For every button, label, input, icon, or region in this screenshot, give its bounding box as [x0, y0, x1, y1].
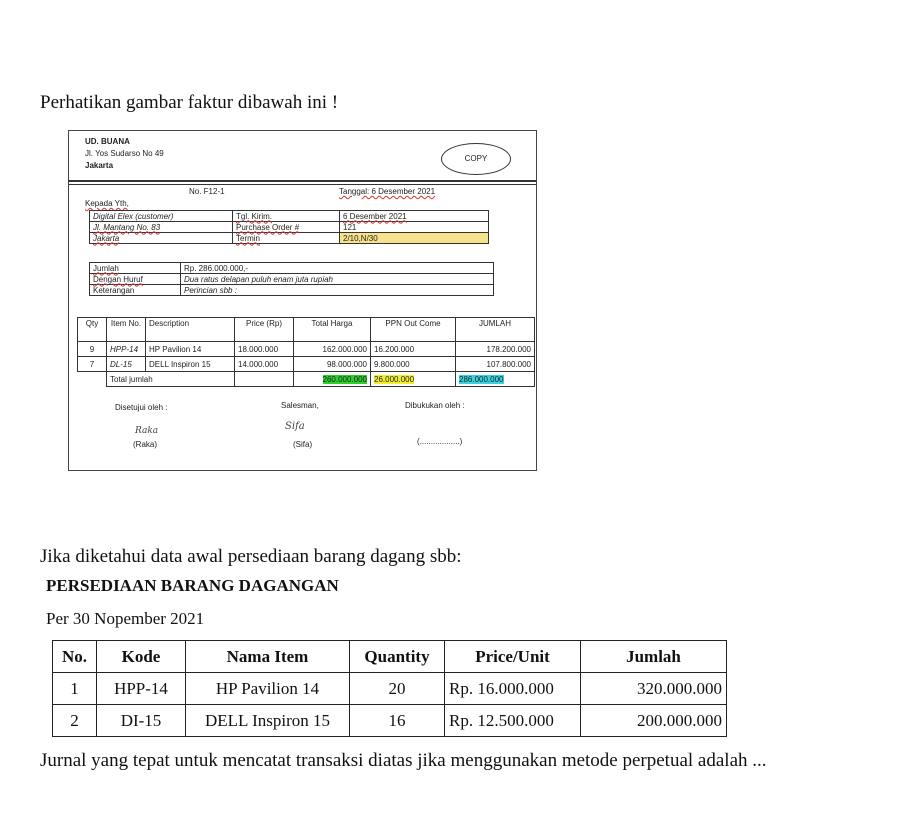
column-header: Description [146, 318, 235, 342]
cell-jumlah: 320.000.000 [581, 673, 727, 705]
cell-qty: 7 [78, 357, 107, 372]
cell-jumlah: 178.200.000 [456, 342, 535, 357]
cell-total: 98.000.000 [294, 357, 371, 372]
total-ppn: 26.000.000 [374, 374, 415, 384]
divider [69, 184, 536, 185]
company-address: Jl. Yos Sudarso No 49 [85, 149, 164, 158]
amount-table [89, 262, 494, 296]
column-header: No. [53, 641, 97, 673]
customer-address: Jl. Mantang No. 83 [90, 222, 233, 233]
meta-label: Tgl. Kirim. [233, 211, 340, 222]
meta-label: Termin [233, 233, 340, 244]
cell-kode: HPP-14 [97, 673, 186, 705]
amount-value: Rp. 286.000.000,- [181, 263, 494, 274]
amount-label: Jumlah [90, 263, 181, 274]
signature-raka: Raka [135, 426, 159, 436]
signer-name: (Sifa) [293, 440, 313, 449]
column-header: Price (Rp) [235, 318, 294, 342]
amount-note: Perincian sbb : [181, 285, 494, 296]
stock-table [52, 640, 727, 737]
empty-cell [235, 372, 294, 387]
cell-price: 18.000.000 [235, 342, 294, 357]
cell-qty: 16 [350, 705, 445, 737]
company-city: Jakarta [85, 161, 114, 170]
known-text: Jika diketahui data awal persediaan barang dagang sbb: [40, 546, 462, 567]
amount-label: Keterangan [90, 285, 181, 296]
total-harga: 260.000.000 [322, 374, 367, 384]
cell-nama: DELL Inspiron 15 [186, 705, 350, 737]
amount-words: Dua ratus delapan puluh enam juta rupiah [181, 274, 494, 285]
meta-label: Purchase Order # [233, 222, 340, 233]
column-header: Quantity [350, 641, 445, 673]
table-row [53, 705, 727, 737]
empty-cell [78, 372, 107, 387]
intro-text: Perhatikan gambar faktur dibawah ini ! [40, 92, 339, 113]
meta-value: 2/10,N/30 [340, 233, 489, 244]
column-header: Item No. [107, 318, 146, 342]
signer-name: (Raka) [133, 440, 158, 449]
total-jumlah: 286.000.000 [459, 374, 504, 384]
signer-name: (..................) [417, 437, 463, 446]
cell-ppn: 16.200.000 [371, 342, 456, 357]
cell-kode: DI-15 [97, 705, 186, 737]
sales-label: Salesman, [281, 401, 319, 410]
column-header: Total Harga [294, 318, 371, 342]
meta-value: 121 [340, 222, 489, 233]
cell-total: 162.000.000 [294, 342, 371, 357]
customer-city: Jakarta [90, 233, 233, 244]
company-name: UD. BUANA [85, 137, 130, 146]
total-label: Total jumlah [107, 372, 235, 387]
to-label: Kepada Yth, [85, 199, 129, 208]
table-row [53, 673, 727, 705]
cell-no: 1 [53, 673, 97, 705]
cell-price: Rp. 16.000.000 [445, 673, 581, 705]
approved-label: Disetujui oleh : [115, 403, 168, 412]
cell-item: HPP-14 [107, 342, 146, 357]
inventory-date: Per 30 Nopember 2021 [46, 609, 205, 628]
column-header: JUMLAH [456, 318, 535, 342]
cell-price: Rp. 12.500.000 [445, 705, 581, 737]
cell-ppn: 9.800.000 [371, 357, 456, 372]
invoice-date: Tanggal: 6 Desember 2021 [339, 187, 436, 196]
signature-sifa: Sifa [285, 421, 305, 432]
cell-no: 2 [53, 705, 97, 737]
divider [69, 180, 536, 182]
customer-table [89, 210, 489, 244]
column-header: Price/Unit [445, 641, 581, 673]
column-header: Kode [97, 641, 186, 673]
cell-price: 14.000.000 [235, 357, 294, 372]
amount-label: Dengan Huruf [90, 274, 181, 285]
invoice-number: No. F12-1 [189, 187, 225, 196]
meta-value: 6 Desember 2021 [340, 211, 489, 222]
booked-label: Dibukukan oleh : [405, 401, 465, 410]
cell-jumlah: 107.800.000 [456, 357, 535, 372]
column-header: Qty [78, 318, 107, 342]
copy-stamp: COPY [441, 143, 511, 175]
cell-desc: DELL Inspiron 15 [146, 357, 235, 372]
column-header: PPN Out Come [371, 318, 456, 342]
inventory-title: PERSEDIAAN BARANG DAGANGAN [46, 576, 339, 595]
cell-desc: HP Pavilion 14 [146, 342, 235, 357]
column-header: Jumlah [581, 641, 727, 673]
cell-qty: 20 [350, 673, 445, 705]
cell-qty: 9 [78, 342, 107, 357]
cell-jumlah: 200.000.000 [581, 705, 727, 737]
items-table [77, 317, 535, 387]
cell-item: DL-15 [107, 357, 146, 372]
cell-nama: HP Pavilion 14 [186, 673, 350, 705]
invoice-image [68, 130, 537, 471]
question-text: Jurnal yang tepat untuk mencatat transaksi diatas jika menggunakan metode perpetual adalah ... [40, 750, 767, 771]
column-header: Nama Item [186, 641, 350, 673]
customer-name: Digital Elex (customer) [90, 211, 233, 222]
